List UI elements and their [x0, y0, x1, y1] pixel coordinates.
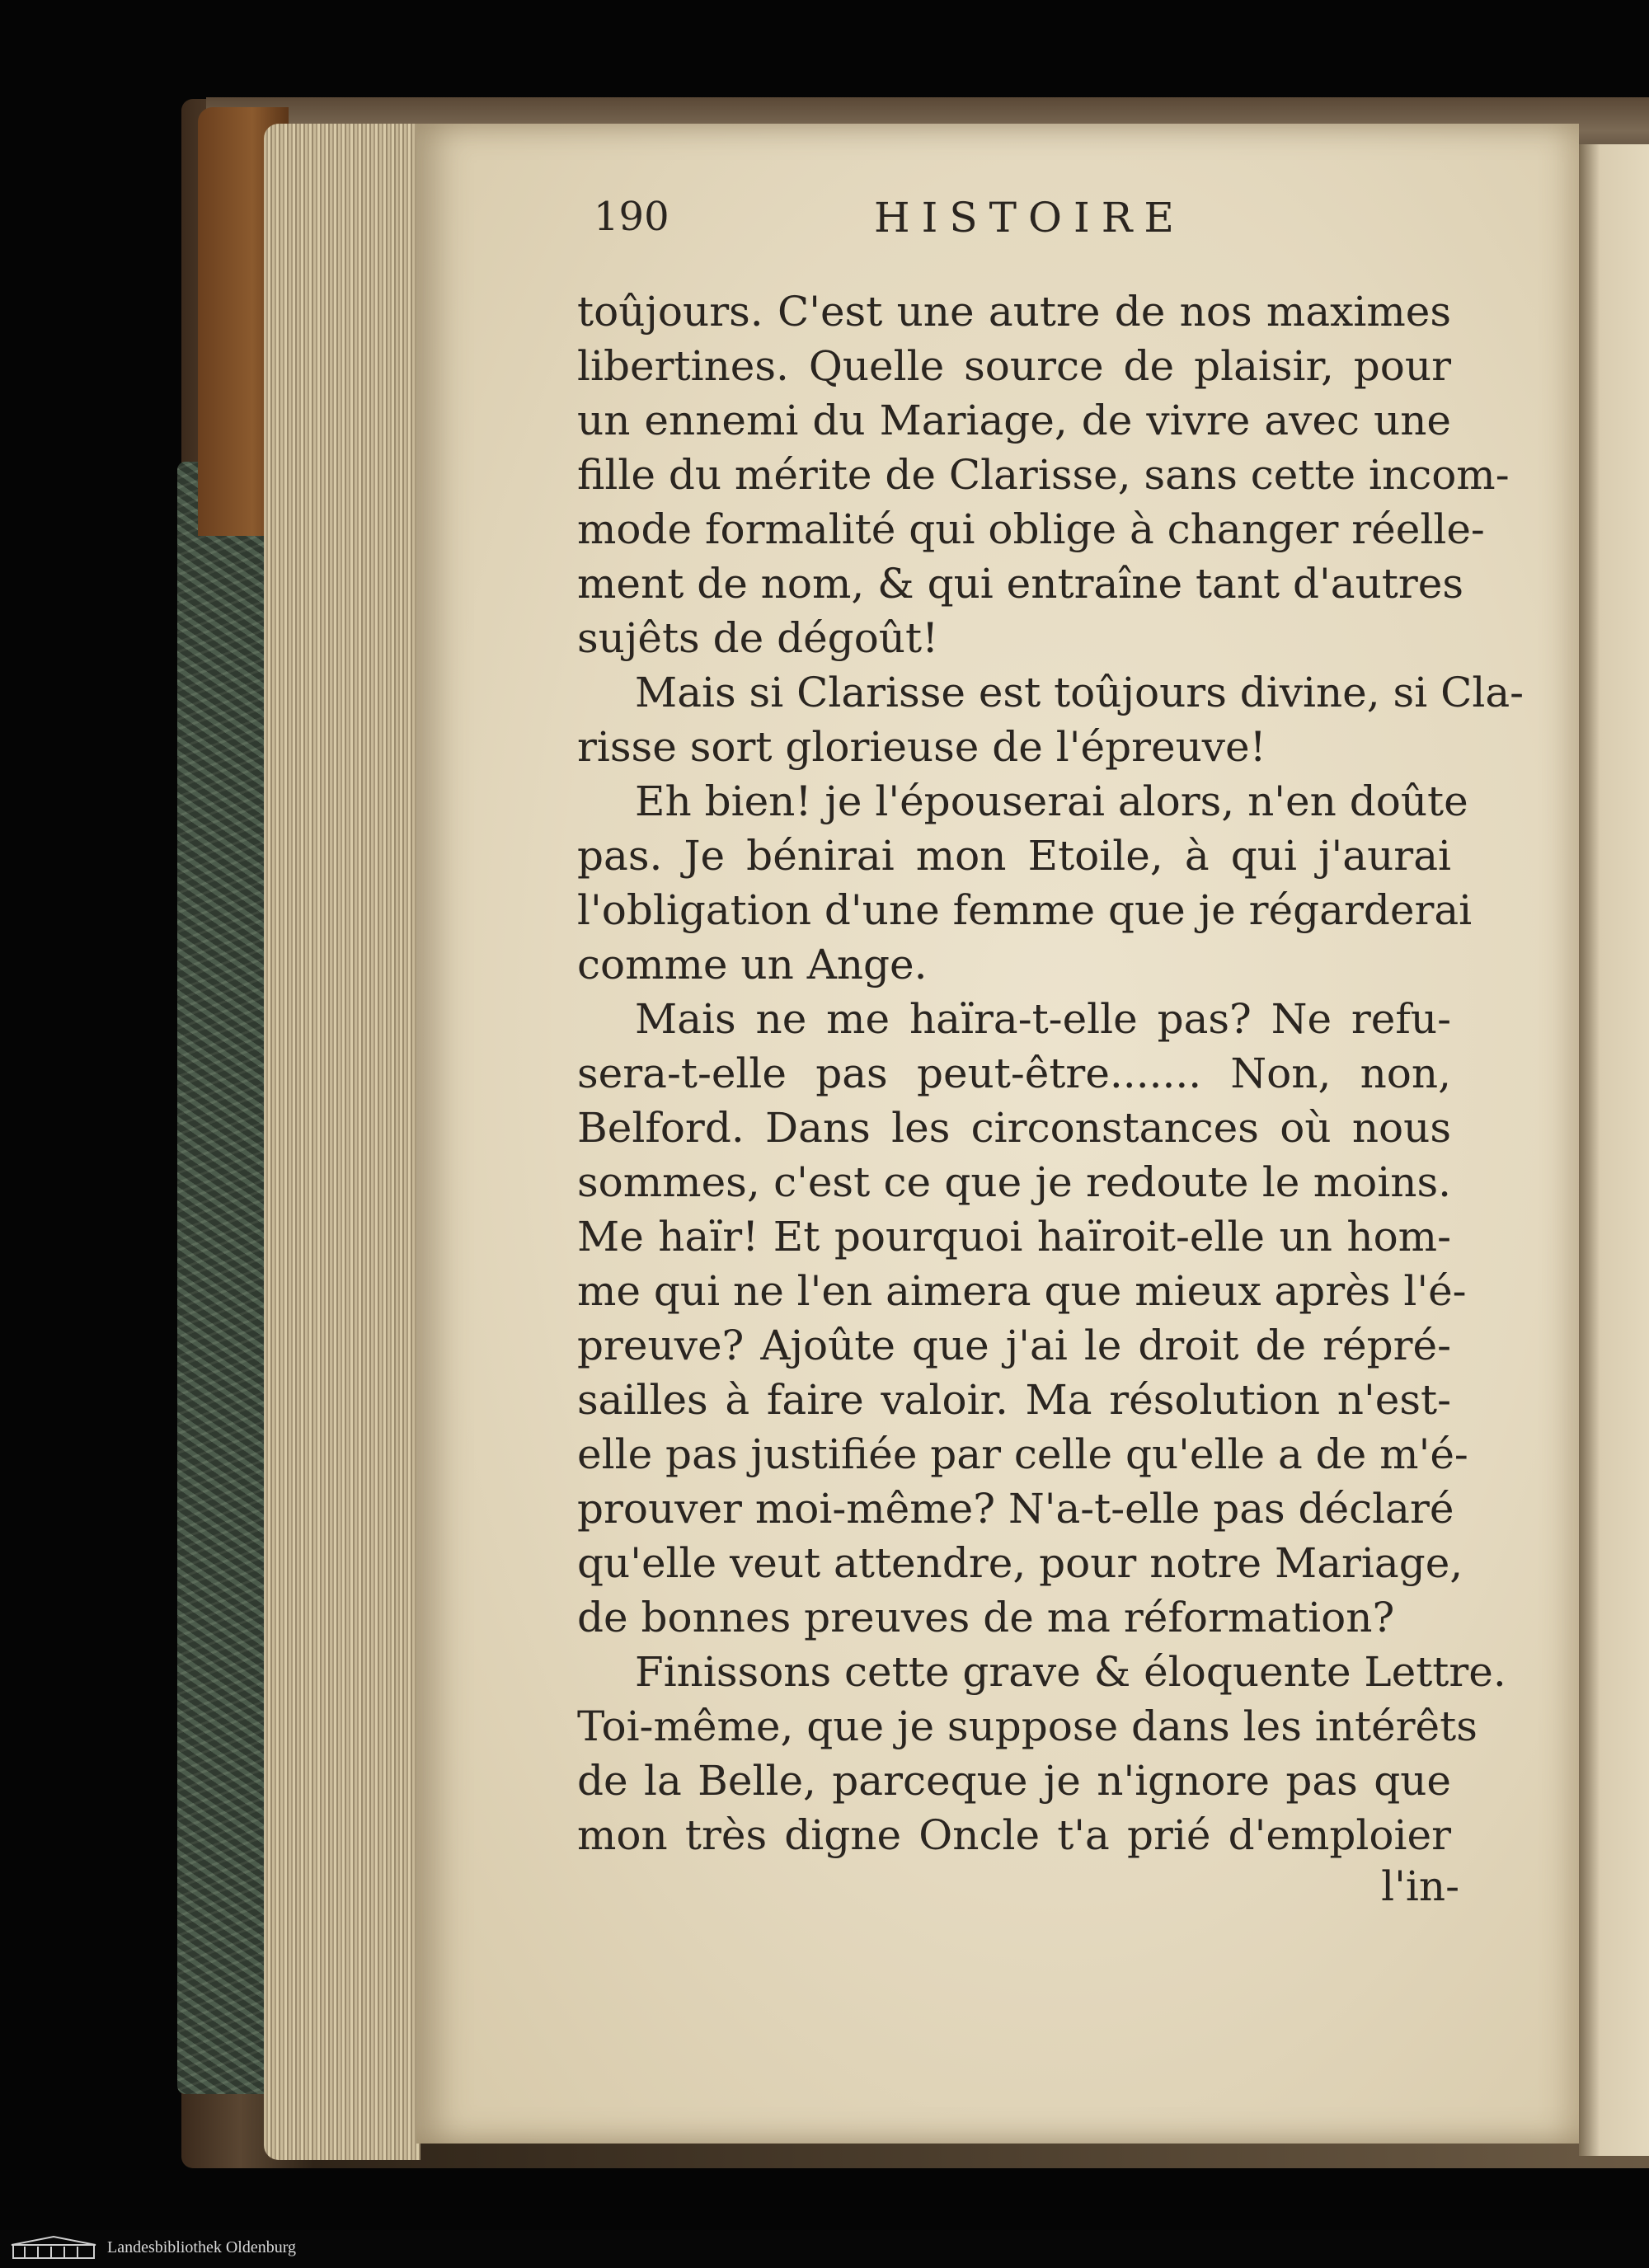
text-line: sommes, c'est ce que je redoute le moins. [577, 1158, 1451, 1206]
text-line: mon très digne Oncle t'a prié d'emploier [577, 1811, 1451, 1859]
marbled-board [177, 462, 276, 2094]
text-line: preuve? Ajoûte que j'ai le droit de répré- [577, 1322, 1451, 1369]
text-line: un ennemi du Mariage, de vivre avec une [577, 397, 1451, 444]
library-name: Landesbibliothek Oldenburg [107, 2238, 297, 2256]
text-line: Mais si Clarisse est toûjours divine, si Cla- [635, 669, 1525, 716]
text-line: de la Belle, parceque je n'ignore pas que [577, 1757, 1451, 1805]
page-edges [264, 124, 420, 2160]
text-line: Belford. Dans les circonstances où nous [577, 1104, 1451, 1152]
text-line: qu'elle veut attendre, pour notre Mariage, [577, 1539, 1463, 1587]
text-line: sujêts de dégoût! [577, 614, 939, 662]
text-line: libertines. Quelle source de plaisir, pour [577, 342, 1451, 390]
text-line: risse sort glorieuse de l'épreuve! [577, 723, 1266, 771]
catchword: l'in- [1381, 1862, 1459, 1910]
text-line: de bonnes preuves de ma réformation? [577, 1594, 1395, 1641]
text-line: mode formalité qui oblige à changer réelle- [577, 505, 1485, 553]
text-line: Finissons cette grave & éloquente Lettre. [635, 1648, 1506, 1696]
text-line: Eh bien! je l'épouserai alors, n'en doûte [635, 777, 1468, 825]
text-line: prouver moi-même? N'a-t-elle pas déclaré [577, 1485, 1454, 1533]
text-line: me qui ne l'en aimera que mieux après l'é- [577, 1267, 1467, 1315]
text-line: fille du mérite de Clarisse, sans cette incom- [577, 451, 1510, 499]
page-header [594, 194, 1418, 251]
text-line: sailles à faire valoir. Ma résolution n'est- [577, 1376, 1451, 1424]
text-line: Me haïr! Et pourquoi haïroit-elle un hom- [577, 1213, 1451, 1261]
text-line: ment de nom, & qui entraîne tant d'autres [577, 560, 1464, 608]
text-line: l'obligation d'une femme que je régarderai [577, 886, 1473, 934]
text-line: toûjours. C'est une autre de nos maximes [577, 288, 1451, 336]
text-line: Mais ne me haïra-t-elle pas? Ne refu- [635, 995, 1451, 1043]
text-line: sera-t-elle pas peut-être....... Non, non, [577, 1049, 1451, 1097]
text-line: comme un Ange. [577, 941, 928, 988]
running-title: HISTOIRE [874, 194, 1186, 242]
page-number: 190 [594, 194, 669, 240]
text-line: elle pas justifiée par celle qu'elle a de m'é- [577, 1430, 1468, 1478]
library-building-icon [8, 2235, 99, 2261]
text-line: pas. Je bénirai mon Etoile, à qui j'aurai [577, 832, 1451, 880]
text-line: Toi-même, que je suppose dans les intérêts [577, 1702, 1478, 1750]
facing-page-edge [1579, 144, 1649, 2156]
footer-bar [0, 2230, 1649, 2268]
